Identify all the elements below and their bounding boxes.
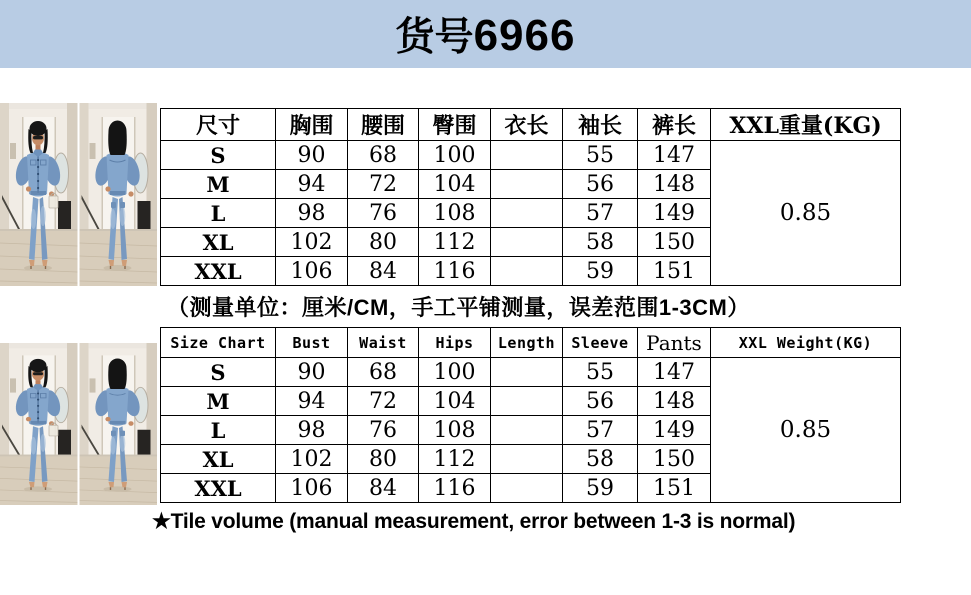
cell-pants: 149 xyxy=(638,416,711,445)
cell-hips: 112 xyxy=(419,445,491,474)
col-header-waist: Waist xyxy=(348,328,419,358)
cell-pants: 151 xyxy=(638,474,711,503)
cell-sleeve: 58 xyxy=(563,228,638,257)
cell-waist: 68 xyxy=(348,358,419,387)
cell-xxl-weight: 0.85 xyxy=(711,141,901,286)
col-header-length: 衣长 xyxy=(491,109,563,141)
cell-sleeve: 55 xyxy=(563,141,638,170)
cell-waist: 80 xyxy=(348,445,419,474)
col-header-waist: 腰围 xyxy=(348,109,419,141)
cell-bust: 102 xyxy=(276,228,348,257)
cell-pants: 147 xyxy=(638,141,711,170)
table-row xyxy=(161,141,901,170)
cell-length xyxy=(491,387,563,416)
cell-length xyxy=(491,474,563,503)
cell-length xyxy=(491,358,563,387)
cell-length xyxy=(491,199,563,228)
title-prefix: 货号 xyxy=(395,14,474,60)
cell-pants: 150 xyxy=(638,445,711,474)
measurement-note-cn: （测量单位：厘米/CM，手工平铺测量，误差范围1-3CM） xyxy=(167,295,750,320)
cell-bust: 106 xyxy=(276,257,348,286)
table-header-row xyxy=(161,328,901,358)
cell-pants: 147 xyxy=(638,358,711,387)
col-header-hips: Hips xyxy=(419,328,491,358)
cell-waist: 68 xyxy=(348,141,419,170)
col-header-bust: 胸围 xyxy=(276,109,348,141)
cell-hips: 108 xyxy=(419,199,491,228)
cell-hips: 104 xyxy=(419,170,491,199)
cell-bust: 94 xyxy=(276,387,348,416)
cell-size: L xyxy=(161,199,276,228)
cell-hips: 100 xyxy=(419,141,491,170)
cell-length xyxy=(491,416,563,445)
product-photo-top xyxy=(0,103,157,286)
cell-pants: 151 xyxy=(638,257,711,286)
cell-sleeve: 57 xyxy=(563,199,638,228)
cell-size: XL xyxy=(161,445,276,474)
cell-length xyxy=(491,257,563,286)
cell-size: XXL xyxy=(161,257,276,286)
cell-xxl-weight: 0.85 xyxy=(711,358,901,503)
col-header-xxl-weight: XXL Weight(KG) xyxy=(711,328,901,358)
cell-size: S xyxy=(161,141,276,170)
cell-size: L xyxy=(161,416,276,445)
cell-bust: 90 xyxy=(276,141,348,170)
cell-size: S xyxy=(161,358,276,387)
cell-pants: 148 xyxy=(638,170,711,199)
col-header-bust: Bust xyxy=(276,328,348,358)
cell-bust: 102 xyxy=(276,445,348,474)
cell-bust: 98 xyxy=(276,199,348,228)
cell-pants: 149 xyxy=(638,199,711,228)
cell-pants: 148 xyxy=(638,387,711,416)
page-title xyxy=(396,6,576,62)
cell-waist: 84 xyxy=(348,474,419,503)
col-header-pants: Pants xyxy=(638,328,711,358)
cell-bust: 94 xyxy=(276,170,348,199)
cell-length xyxy=(491,445,563,474)
cell-waist: 76 xyxy=(348,199,419,228)
cell-hips: 104 xyxy=(419,387,491,416)
cell-sleeve: 56 xyxy=(563,170,638,199)
cell-bust: 98 xyxy=(276,416,348,445)
cell-length xyxy=(491,228,563,257)
cell-sleeve: 59 xyxy=(563,474,638,503)
cell-bust: 90 xyxy=(276,358,348,387)
cell-sleeve: 56 xyxy=(563,387,638,416)
product-photo-bottom xyxy=(0,343,157,505)
col-header-sleeve: 袖长 xyxy=(563,109,638,141)
cell-length xyxy=(491,141,563,170)
cell-bust: 106 xyxy=(276,474,348,503)
col-header-length: Length xyxy=(491,328,563,358)
title-banner xyxy=(0,0,971,68)
col-header-pants: 裤长 xyxy=(638,109,711,141)
cell-pants: 150 xyxy=(638,228,711,257)
cell-waist: 80 xyxy=(348,228,419,257)
measurement-note-en: ★Tile volume (manual measurement, error between 1-3 is normal) xyxy=(152,510,796,533)
table-row xyxy=(161,358,901,387)
cell-hips: 116 xyxy=(419,474,491,503)
cell-waist: 76 xyxy=(348,416,419,445)
cell-waist: 84 xyxy=(348,257,419,286)
col-header-size: 尺寸 xyxy=(161,109,276,141)
cell-sleeve: 59 xyxy=(563,257,638,286)
cell-hips: 116 xyxy=(419,257,491,286)
cell-sleeve: 58 xyxy=(563,445,638,474)
cell-sleeve: 55 xyxy=(563,358,638,387)
table-header-row xyxy=(161,109,901,141)
cell-size: M xyxy=(161,387,276,416)
col-header-xxl-weight: XXL重量(KG) xyxy=(711,109,901,141)
cell-hips: 108 xyxy=(419,416,491,445)
model-front-back-image xyxy=(0,343,157,505)
cell-size: M xyxy=(161,170,276,199)
col-header-hips: 臀围 xyxy=(419,109,491,141)
col-header-sleeve: Sleeve xyxy=(563,328,638,358)
cell-size: XL xyxy=(161,228,276,257)
cell-length xyxy=(491,170,563,199)
model-front-back-image xyxy=(0,103,157,286)
cell-hips: 112 xyxy=(419,228,491,257)
cell-size: XXL xyxy=(161,474,276,503)
cell-sleeve: 57 xyxy=(563,416,638,445)
size-table-cn xyxy=(160,108,901,286)
col-header-size-chart: Size Chart xyxy=(161,328,276,358)
cell-hips: 100 xyxy=(419,358,491,387)
title-item-number: 6966 xyxy=(473,11,576,60)
cell-waist: 72 xyxy=(348,387,419,416)
size-table-en xyxy=(160,327,901,503)
cell-waist: 72 xyxy=(348,170,419,199)
